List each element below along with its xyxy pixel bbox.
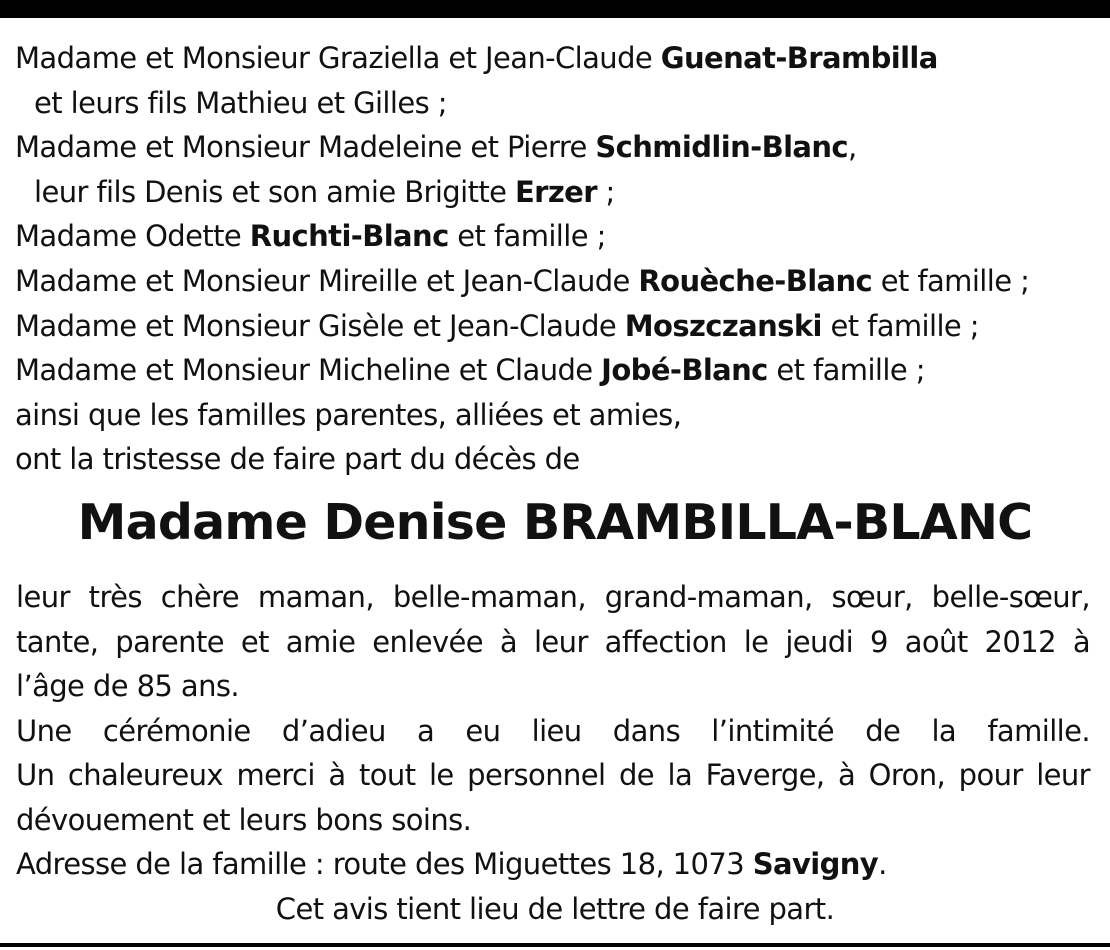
family-surname: Jobé-Blanc — [601, 353, 768, 388]
family-line: Madame et Monsieur Mireille et Jean-Claude Rouèche-Blanc et famille ; — [15, 263, 1030, 298]
family-surname: Guenat-Brambilla — [660, 41, 938, 75]
bottom-border — [0, 943, 1110, 947]
family-line: ont la tristesse de faire part du décès de — [15, 442, 580, 477]
family-line: Madame Odette Ruchti-Blanc et famille ; — [15, 219, 606, 254]
top-border — [0, 0, 1110, 18]
family-surname: Moszczanski — [624, 308, 822, 343]
family-line: leur fils Denis et son amie Brigitte Erzer ; — [34, 174, 615, 209]
address-town: Savigny — [752, 847, 879, 881]
body-line: Une cérémonie d’adieu a eu lieu dans l’intimité de la famille. — [16, 713, 1090, 748]
body-line: Un chaleureux merci à tout le personnel de la Faverge, à Oron, pour leur — [16, 758, 1090, 792]
announcement-body — [16, 575, 1090, 887]
family-address: Adresse de la famille : route des Miguettes 18, 1073 Savigny. — [16, 847, 887, 881]
body-line: l’âge de 85 ans. — [16, 669, 239, 703]
family-surname: Schmidlin-Blanc — [595, 130, 849, 165]
family-surname: Erzer — [514, 174, 597, 209]
body-line: leur très chère maman, belle-maman, grand-maman, sœur, belle-sœur, — [16, 580, 1090, 614]
family-surname: Ruchti-Blanc — [249, 219, 449, 254]
family-list — [15, 36, 1105, 482]
family-line: Madame et Monsieur Gisèle et Jean-Claude Moszczanski et famille ; — [15, 308, 979, 343]
family-line: Madame et Monsieur Micheline et Claude Jobé-Blanc et famille ; — [15, 353, 925, 388]
family-line: ainsi que les familles parentes, alliées et amies, — [15, 397, 682, 432]
family-line: et leurs fils Mathieu et Gilles ; — [34, 85, 447, 120]
body-line: tante, parente et amie enlevée à leur affection le jeudi 9 août 2012 à — [16, 624, 1090, 659]
body-line: dévouement et leurs bons soins. — [16, 802, 472, 837]
closing-note: Cet avis tient lieu de lettre de faire part. — [275, 892, 835, 926]
family-line: Madame et Monsieur Graziella et Jean-Claude Guenat-Brambilla — [15, 41, 938, 75]
family-line: Madame et Monsieur Madeleine et Pierre Schmidlin-Blanc, — [15, 130, 857, 165]
family-surname: Rouèche-Blanc — [638, 263, 873, 298]
deceased-name-heading: Madame Denise BRAMBILLA-BLANC — [77, 494, 1033, 551]
